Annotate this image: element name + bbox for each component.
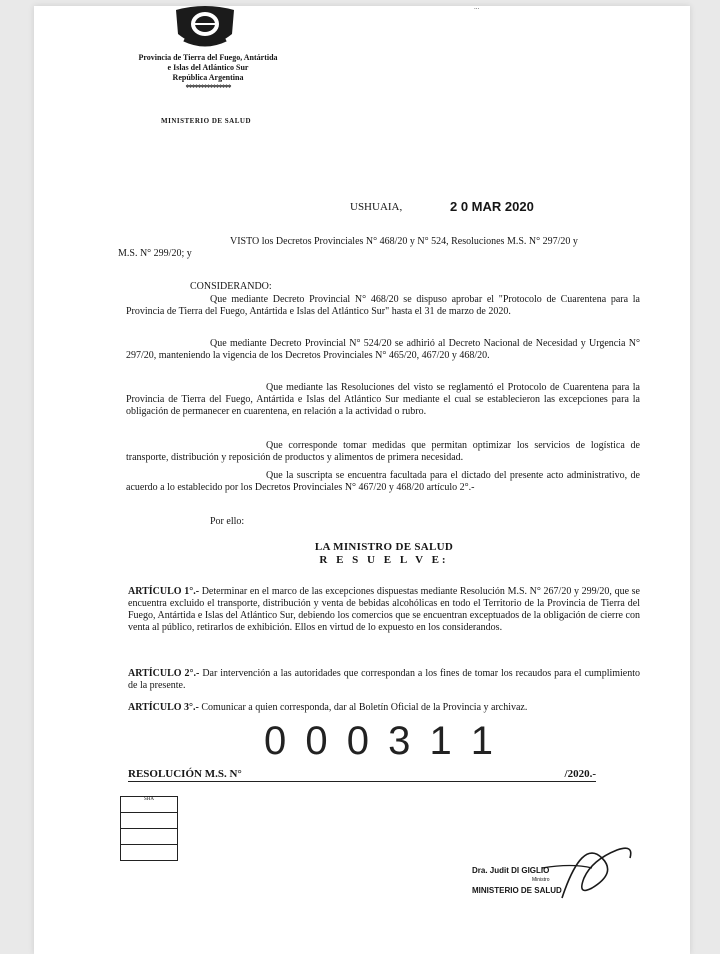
- considerando-text-2: Que mediante Decreto Provincial N° 524/20 se adhirió al Decreto Nacional de Necesidad y Urgencia N° 297/20, manteniendo la vigencia de los Decretos Provinciales N° 465/20, 467/20 y 468/20.: [126, 338, 640, 361]
- considerando-text-3: Que mediante las Resoluciones del visto se reglamentó el Protocolo de Cuarentena para la Provincia de Tierra del Fuego, Antártida e Islas del Atlántico Sur mediante el cual se establecieron las excepciones para la obligación de permanecer en cuarentena, en relación a la actividad o rubro.: [126, 382, 640, 417]
- considerando-heading: CONSIDERANDO:: [190, 281, 272, 292]
- signature-name: Dra. Judit DI GIGLIO: [472, 866, 550, 875]
- document-page: [34, 3, 690, 954]
- province-line-1: Provincia de Tierra del Fuego, Antártida: [138, 53, 278, 62]
- considerando-text-1: Que mediante Decreto Provincial N° 468/20 se dispuso aprobar el "Protocolo de Cuarentena para la Provincia de Tierra del Fuego, Antártida e Islas del Atlántico Sur" hasta el 31 de marzo de 2020.: [126, 294, 640, 317]
- province-header: [118, 53, 298, 93]
- considerando-paragraph-1: [126, 294, 640, 318]
- dateline-city: USHUAIA,: [350, 201, 403, 213]
- resolution-year: /2020.-: [564, 768, 596, 780]
- dateline-date: 2 0 MAR 2020: [450, 199, 534, 214]
- article-1-label: ARTÍCULO 1°.-: [128, 586, 200, 597]
- article-3-text: Comunicar a quien corresponda, dar al Boletín Oficial de la Provincia y archivaz.: [201, 702, 528, 713]
- article-2-text: Dar intervención a las autoridades que correspondan a los fines de tomar los recaudos para el cumplimiento de la presente.: [128, 668, 641, 691]
- por-ello: Por ello:: [210, 516, 245, 527]
- resolution-number-line: [128, 768, 596, 782]
- sha-register-table: [120, 796, 178, 861]
- provincial-coat-of-arms-icon: [170, 6, 240, 52]
- visto-paragraph: [118, 236, 644, 260]
- signature-ministry: MINISTERIO DE SALUD: [472, 886, 562, 895]
- article-1: [128, 586, 640, 634]
- province-line-3: República Argentina: [172, 73, 244, 82]
- sha-header-cell: SHA: [121, 797, 178, 813]
- ministry-header: MINISTERIO DE SALUD: [161, 117, 252, 125]
- visto-line-1: VISTO los Decretos Provinciales N° 468/20 y N° 524, Resoluciones M.S. N° 297/20 y: [230, 236, 578, 247]
- considerando-paragraph-2: [126, 338, 640, 362]
- separator-stars: ***************: [185, 83, 231, 92]
- corner-mark: ...: [474, 3, 480, 11]
- sha-cell: [121, 845, 178, 861]
- considerando-text-5: Que la suscripta se encuentra facultada para el dictado del presente acto administrativo, de acuerdo a lo establecido por los Decretos Provinciales N° 467/20 y 468/20 artículo 2°.-: [126, 470, 640, 493]
- authority-title: LA MINISTRO DE SALUD: [314, 541, 454, 553]
- article-1-text: Determinar en el marco de las excepciones dispuestas mediante Resolución M.S. N° 267/20 y 299/20, que se encuentra excluido el transporte, distribución y venta de bebidas alcohólicas en todo el Territorio de la Provincia de Tierra del Fuego, Antártida e Islas del Atlántico Sur, debiendo los comercios que se encuentran exceptuados de la obligación de cierre con venta al público, retirarlos de exhibición. Ellos en virtud de lo expuesto en los considerandos.: [128, 586, 640, 633]
- visto-line-2: M.S. N° 299/20; y: [118, 248, 192, 259]
- sha-cell: [121, 813, 178, 829]
- resuelve-heading: R E S U E L V E:: [319, 554, 449, 566]
- article-2-label: ARTÍCULO 2°.-: [128, 668, 200, 679]
- signature-title: Ministro: [532, 877, 550, 883]
- sha-cell: [121, 829, 178, 845]
- considerando-text-4: Que corresponde tomar medidas que permitan optimizar los servicios de logística de transporte, distribución y reposición de productos y alimentos de primera necesidad.: [126, 440, 640, 463]
- resolution-stamp-number: 0 0 0 3 1 1: [264, 719, 498, 763]
- considerando-paragraph-3: [126, 382, 640, 418]
- considerando-paragraph-4: [126, 440, 640, 464]
- article-2: [128, 668, 640, 692]
- resolution-label: RESOLUCIÓN M.S. N°: [128, 768, 242, 780]
- article-3: [128, 702, 640, 714]
- article-3-label: ARTÍCULO 3°.-: [128, 702, 199, 713]
- considerando-paragraph-5: [126, 470, 640, 494]
- province-line-2: e Islas del Atlántico Sur: [167, 63, 249, 72]
